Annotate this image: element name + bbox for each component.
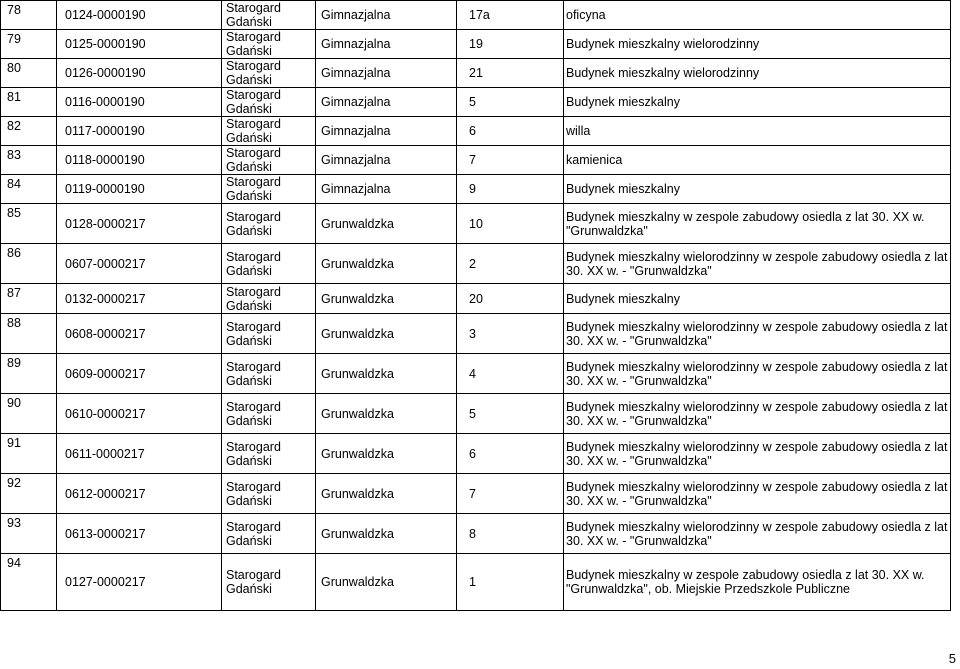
city: Starogard Gdański: [222, 1, 316, 30]
building-description: Budynek mieszkalny: [564, 284, 951, 314]
city: Starogard Gdański: [222, 394, 316, 434]
city: Starogard Gdański: [222, 434, 316, 474]
street: Gimnazjalna: [316, 175, 457, 204]
street: Grunwaldzka: [316, 244, 457, 284]
house-number: 5: [457, 394, 564, 434]
building-description: Budynek mieszkalny wielorodzinny w zespole zabudowy osiedla z lat 30. XX w. - "Grunwaldzka": [564, 244, 951, 284]
city: Starogard Gdański: [222, 284, 316, 314]
city: Starogard Gdański: [222, 354, 316, 394]
house-number: 9: [457, 175, 564, 204]
table-row: [1, 244, 951, 284]
house-number: 8: [457, 514, 564, 554]
table-row: [1, 204, 951, 244]
row-number: 92: [1, 474, 57, 514]
register-id: 0118-0000190: [57, 146, 222, 175]
table-row: [1, 434, 951, 474]
building-description: willa: [564, 117, 951, 146]
city: Starogard Gdański: [222, 117, 316, 146]
register-id: 0128-0000217: [57, 204, 222, 244]
house-number: 6: [457, 434, 564, 474]
house-number: 21: [457, 59, 564, 88]
table-row: [1, 117, 951, 146]
city: Starogard Gdański: [222, 244, 316, 284]
register-id: 0126-0000190: [57, 59, 222, 88]
row-number: 87: [1, 284, 57, 314]
building-description: Budynek mieszkalny wielorodzinny: [564, 59, 951, 88]
row-number: 91: [1, 434, 57, 474]
building-description: Budynek mieszkalny wielorodzinny w zespole zabudowy osiedla z lat 30. XX w. - "Grunwaldzka": [564, 394, 951, 434]
register-rows: [1, 1, 951, 611]
street: Gimnazjalna: [316, 30, 457, 59]
table-row: [1, 314, 951, 354]
table-row: [1, 554, 951, 611]
street: Gimnazjalna: [316, 117, 457, 146]
building-description: Budynek mieszkalny wielorodzinny w zespole zabudowy osiedla z lat 30. XX w. - "Grunwaldzka": [564, 474, 951, 514]
building-description: Budynek mieszkalny wielorodzinny w zespole zabudowy osiedla z lat 30. XX w. - "Grunwaldzka": [564, 354, 951, 394]
street: Gimnazjalna: [316, 146, 457, 175]
table-row: [1, 514, 951, 554]
building-description: Budynek mieszkalny w zespole zabudowy osiedla z lat 30. XX w. "Grunwaldzka", ob. Miejskie Przedszkole Publiczne: [564, 554, 951, 611]
city: Starogard Gdański: [222, 30, 316, 59]
row-number: 85: [1, 204, 57, 244]
building-description: kamienica: [564, 146, 951, 175]
register-id: 0610-0000217: [57, 394, 222, 434]
building-description: Budynek mieszkalny wielorodzinny: [564, 30, 951, 59]
city: Starogard Gdański: [222, 59, 316, 88]
table-row: [1, 394, 951, 434]
register-id: 0612-0000217: [57, 474, 222, 514]
street: Grunwaldzka: [316, 474, 457, 514]
house-number: 5: [457, 88, 564, 117]
building-description: Budynek mieszkalny w zespole zabudowy osiedla z lat 30. XX w. "Grunwaldzka": [564, 204, 951, 244]
city: Starogard Gdański: [222, 204, 316, 244]
row-number: 83: [1, 146, 57, 175]
table-row: [1, 1, 951, 30]
building-description: Budynek mieszkalny wielorodzinny w zespole zabudowy osiedla z lat 30. XX w. - "Grunwaldzka": [564, 314, 951, 354]
page-number: 5: [948, 651, 956, 666]
street: Grunwaldzka: [316, 204, 457, 244]
street: Grunwaldzka: [316, 394, 457, 434]
house-number: 6: [457, 117, 564, 146]
house-number: 1: [457, 554, 564, 611]
city: Starogard Gdański: [222, 88, 316, 117]
register-id: 0125-0000190: [57, 30, 222, 59]
table-row: [1, 474, 951, 514]
building-description: Budynek mieszkalny: [564, 175, 951, 204]
row-number: 82: [1, 117, 57, 146]
table-row: [1, 175, 951, 204]
table-row: [1, 30, 951, 59]
register-id: 0607-0000217: [57, 244, 222, 284]
city: Starogard Gdański: [222, 314, 316, 354]
table-row: [1, 146, 951, 175]
street: Grunwaldzka: [316, 434, 457, 474]
building-description: Budynek mieszkalny wielorodzinny w zespole zabudowy osiedla z lat 30. XX w. - "Grunwaldzka": [564, 434, 951, 474]
street: Gimnazjalna: [316, 1, 457, 30]
table-row: [1, 59, 951, 88]
street: Gimnazjalna: [316, 88, 457, 117]
table-row: [1, 88, 951, 117]
house-number: 20: [457, 284, 564, 314]
house-number: 3: [457, 314, 564, 354]
register-id: 0116-0000190: [57, 88, 222, 117]
row-number: 78: [1, 1, 57, 30]
row-number: 89: [1, 354, 57, 394]
register-id: 0132-0000217: [57, 284, 222, 314]
city: Starogard Gdański: [222, 175, 316, 204]
house-number: 17a: [457, 1, 564, 30]
register-id: 0124-0000190: [57, 1, 222, 30]
row-number: 90: [1, 394, 57, 434]
house-number: 10: [457, 204, 564, 244]
row-number: 81: [1, 88, 57, 117]
row-number: 88: [1, 314, 57, 354]
street: Grunwaldzka: [316, 314, 457, 354]
register-id: 0613-0000217: [57, 514, 222, 554]
register-id: 0127-0000217: [57, 554, 222, 611]
street: Grunwaldzka: [316, 284, 457, 314]
city: Starogard Gdański: [222, 514, 316, 554]
row-number: 84: [1, 175, 57, 204]
register-id: 0609-0000217: [57, 354, 222, 394]
register-id: 0119-0000190: [57, 175, 222, 204]
house-number: 19: [457, 30, 564, 59]
house-number: 7: [457, 474, 564, 514]
street: Grunwaldzka: [316, 554, 457, 611]
building-description: Budynek mieszkalny: [564, 88, 951, 117]
building-description: Budynek mieszkalny wielorodzinny w zespole zabudowy osiedla z lat 30. XX w. - "Grunwaldzka": [564, 514, 951, 554]
street: Grunwaldzka: [316, 354, 457, 394]
row-number: 86: [1, 244, 57, 284]
city: Starogard Gdański: [222, 554, 316, 611]
row-number: 93: [1, 514, 57, 554]
house-number: 7: [457, 146, 564, 175]
register-id: 0611-0000217: [57, 434, 222, 474]
register-id: 0117-0000190: [57, 117, 222, 146]
city: Starogard Gdański: [222, 474, 316, 514]
row-number: 94: [1, 554, 57, 611]
building-description: oficyna: [564, 1, 951, 30]
table-row: [1, 354, 951, 394]
house-number: 2: [457, 244, 564, 284]
register-id: 0608-0000217: [57, 314, 222, 354]
row-number: 79: [1, 30, 57, 59]
house-number: 4: [457, 354, 564, 394]
row-number: 80: [1, 59, 57, 88]
city: Starogard Gdański: [222, 146, 316, 175]
table-row: [1, 284, 951, 314]
street: Gimnazjalna: [316, 59, 457, 88]
street: Grunwaldzka: [316, 514, 457, 554]
